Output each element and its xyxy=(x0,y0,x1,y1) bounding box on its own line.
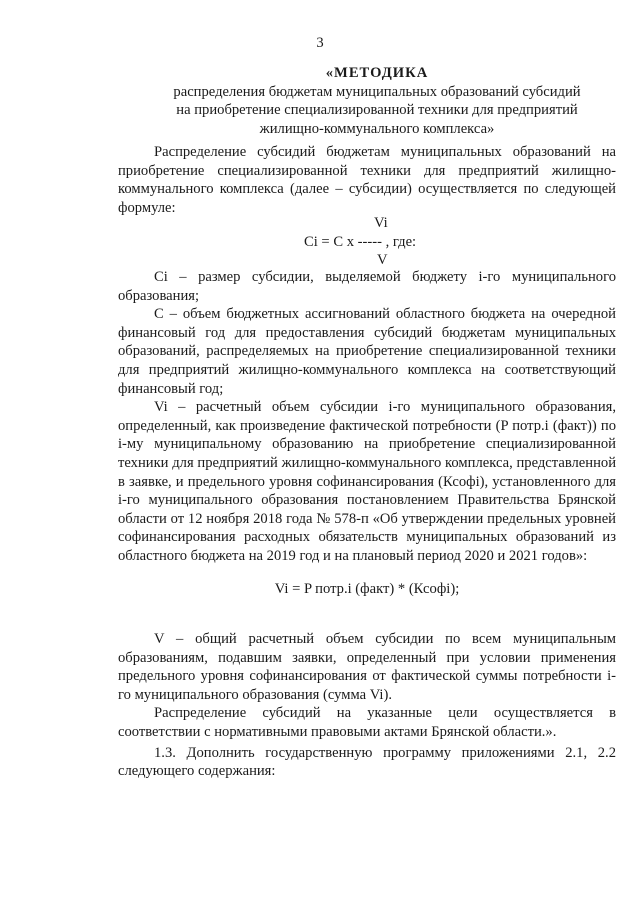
closing-section xyxy=(118,630,616,781)
intro-section xyxy=(118,143,616,217)
definition-vi: Vi – расчетный объем субсидии i-го муниципального образования, определенный, как произведение фактической потребности (P потр.i (факт)) по i-му муниципальному образованию на приобретение специализированной техники для предприятий жилищно-коммунального комплекса, представленной в заявке, и предельного уровня софинансирования (Ксофi), установленного для i-го муниципального образования постановлением Правительства Брянской области от 12 ноября 2018 года № 578-п «Об утверждении предельных уровней софинансирования расходных обязательств муниципальных образований из областного бюджета на 2019 год и на плановый период 2020 и 2021 годов»: xyxy=(118,399,616,564)
formula-main-line: Ci = C x ----- , где: xyxy=(304,234,417,250)
amendment-paragraph: 1.3. Дополнить государственную программу приложениями 2.1, 2.2 следующего содержания: xyxy=(118,744,616,780)
intro-paragraph: Распределение субсидий бюджетам муниципальных образований на приобретение специализированной техники для предприятий жилищно-коммунального комплекса (далее – субсидии) осуществляется по следующей формуле: xyxy=(118,144,616,216)
document-heading xyxy=(120,64,634,138)
heading-subtitle-line: распределения бюджетам муниципальных образований субсидий xyxy=(173,83,581,100)
heading-title: «МЕТОДИКА xyxy=(325,65,429,81)
definition-c: C – объем бюджетных ассигнований областного бюджета на очередной финансовый год для предоставления субсидий бюджетам муниципальных образований, распределяемых на приобретение специализированной техники для предприятий жилищно-коммунального комплекса на соответствующий финансовый год; xyxy=(118,306,616,397)
page-number: 3 xyxy=(316,35,324,51)
formula-vi-line: Vi = P потр.i (факт) * (Ксофi); xyxy=(274,581,460,597)
definitions-section xyxy=(118,268,616,566)
definition-ci: Ci – размер субсидии, выделяемой бюджету i-го муниципального образования; xyxy=(118,269,616,304)
definition-v: V – общий расчетный объем субсидии по всем муниципальным образованиям, подавшим заявки, определенный при условии применения предельного уровня софинансирования от фактической суммы потребности i-го муниципального образования (сумма Vi). xyxy=(118,631,616,703)
heading-subtitle-line: на приобретение специализированной техники для предприятий xyxy=(176,102,578,119)
distribution-paragraph: Распределение субсидий на указанные цели осуществляется в соответствии с нормативными правовыми актами Брянской области.». xyxy=(118,705,616,740)
formula-numerator: Vi xyxy=(374,215,388,231)
formula-denominator: V xyxy=(377,252,388,268)
formula-vi xyxy=(118,580,616,599)
heading-subtitle-line: жилищно-коммунального комплекса» xyxy=(259,120,495,137)
